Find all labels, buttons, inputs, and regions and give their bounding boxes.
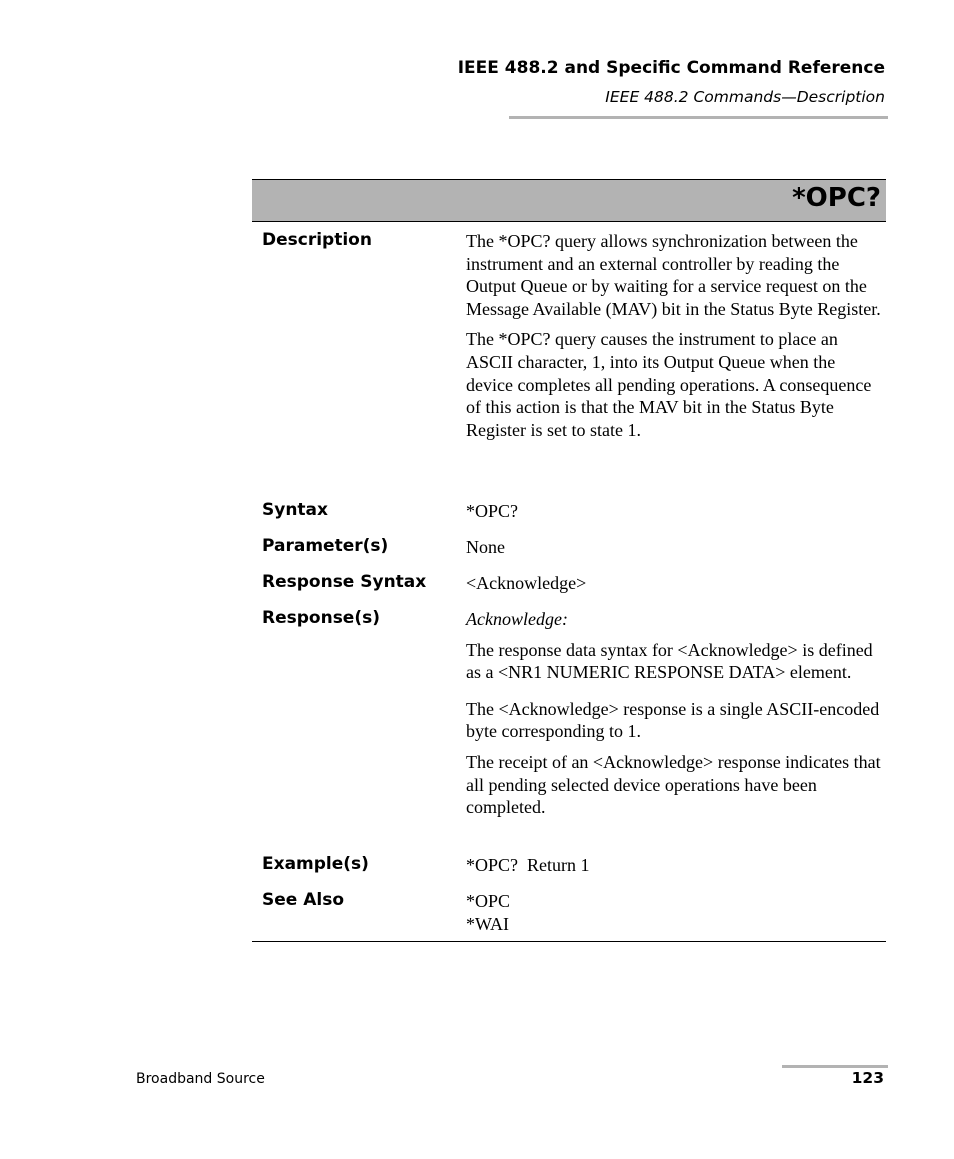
responses-paragraph: The receipt of an <Acknowledge> response indicates that all pending selected device operations have been completed. [466,751,881,818]
response-syntax-value: <Acknowledge> [466,573,587,593]
description-text [466,230,884,441]
command-title: *OPC? [792,183,881,213]
syntax-value: *OPC? [466,501,519,521]
page-number: 123 [851,1069,884,1087]
description-paragraph: The *OPC? query causes the instrument to place an ASCII character, 1, into its Output Queue when the device completes all pending operations. A consequence of this action is that the MAV bit in the Status Byte Register is set to state 1. [466,329,872,440]
see-also-item: *WAI [466,913,509,934]
description-paragraph: The *OPC? query allows synchronization between the instrument and an external controller by reading the Output Queue or by waiting for a service request on the Message Available (MAV) bit in the Status Byte Register. [466,231,881,319]
command-title-bar [252,179,886,222]
syntax-label: Syntax [262,500,328,520]
description-label: Description [262,230,372,250]
see-also-list [466,890,884,935]
header-rule [509,116,888,119]
responses-paragraph: The response data syntax for <Acknowledge> is defined as a <NR1 NUMERIC RESPONSE DATA> element. [466,639,873,683]
response-syntax-label: Response Syntax [262,572,427,592]
footer-product-name: Broadband Source [136,1071,265,1087]
examples-value: *OPC? Return 1 [466,855,590,875]
parameters-label: Parameter(s) [262,536,389,556]
running-header-title: IEEE 488.2 and Specific Command Reference [457,58,885,78]
responses-label: Response(s) [262,608,380,628]
see-also-item: *OPC [466,891,511,911]
examples-label: Example(s) [262,854,369,874]
running-header-subtitle: IEEE 488.2 Commands—Description [605,88,885,106]
table-bottom-rule [252,941,886,942]
responses-text [466,608,884,819]
responses-heading: Acknowledge: [466,609,568,629]
responses-paragraph: The <Acknowledge> response is a single ASCII-encoded byte corresponding to 1. [466,698,880,742]
parameters-value: None [466,537,505,557]
footer-rule [782,1065,888,1068]
see-also-label: See Also [262,890,345,910]
